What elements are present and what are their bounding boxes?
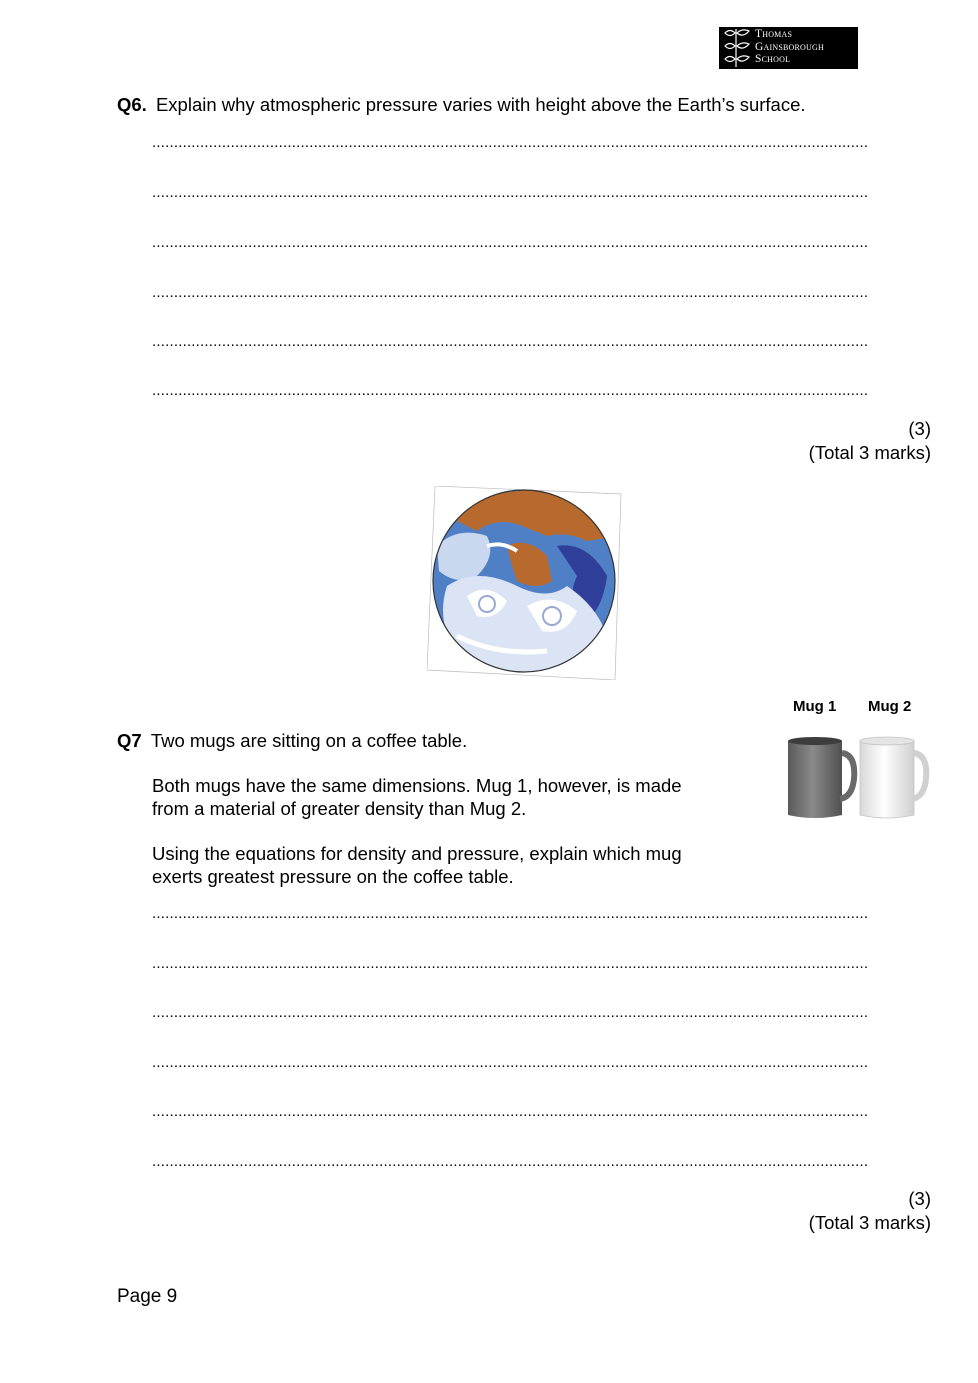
q7-answer-line-1[interactable]: .................................................................................................................................................................... — [152, 905, 869, 922]
q7-answer-line-6[interactable]: .................................................................................................................................................................... — [152, 1153, 869, 1170]
leaf-emblem-icon — [721, 27, 755, 69]
q6-answer-line-6[interactable]: .................................................................................................................................................................... — [152, 382, 869, 399]
question-7-paragraph-1 — [152, 775, 752, 820]
logo-line-3: School — [755, 53, 791, 65]
question-6 — [117, 94, 806, 116]
q7-answer-line-2[interactable]: .................................................................................................................................................................... — [152, 955, 869, 972]
q6-answer-line-4[interactable]: .................................................................................................................................................................... — [152, 284, 869, 301]
q6-marks-value: (3) — [908, 418, 931, 439]
earth-illustration — [427, 486, 623, 680]
school-logo — [719, 27, 858, 69]
q7-marks — [809, 1187, 931, 1235]
mug-1-label: Mug 1 — [793, 698, 837, 715]
q7-answer-line-4[interactable]: .................................................................................................................................................................... — [152, 1054, 869, 1071]
q7-para2-line-1: Using the equations for density and pressure, explain which mug — [152, 843, 682, 864]
logo-line-1: Thomas — [755, 28, 793, 40]
q6-total-marks: (Total 3 marks) — [808, 442, 931, 463]
mug-2 — [860, 737, 926, 818]
q7-para2-line-2: exerts greatest pressure on the coffee table. — [152, 865, 514, 887]
question-7-paragraph-2 — [152, 843, 752, 888]
question-7-number: Q7 — [117, 730, 142, 751]
question-6-text: Explain why atmospheric pressure varies with height above the Earth’s surface. — [155, 94, 806, 115]
mug-1 — [788, 737, 854, 818]
q7-answer-line-3[interactable]: .................................................................................................................................................................... — [152, 1004, 869, 1021]
q6-answer-line-3[interactable]: .................................................................................................................................................................... — [152, 234, 869, 251]
question-7-intro: Two mugs are sitting on a coffee table. — [150, 730, 468, 751]
question-6-number: Q6. — [117, 94, 147, 115]
q6-answer-line-1[interactable]: .................................................................................................................................................................... — [152, 134, 869, 151]
earth-globe-icon — [427, 486, 623, 680]
q7-para1-line-2: from a material of greater density than Mug 2. — [152, 797, 527, 819]
q7-total-marks: (Total 3 marks) — [808, 1212, 931, 1233]
q6-marks — [809, 417, 931, 465]
mug-2-label: Mug 2 — [868, 698, 912, 715]
q7-marks-value: (3) — [908, 1188, 931, 1209]
logo-line-2: Gainsborough — [755, 40, 824, 53]
mugs-illustration — [784, 735, 932, 823]
q6-answer-line-5[interactable]: .................................................................................................................................................................... — [152, 333, 869, 350]
page-number: Page 9 — [117, 1286, 178, 1307]
q7-answer-line-5[interactable]: .................................................................................................................................................................... — [152, 1103, 869, 1120]
logo-text — [755, 28, 824, 66]
q7-para1-line-1: Both mugs have the same dimensions. Mug 1, however, is made — [152, 775, 682, 796]
q6-answer-line-2[interactable]: .................................................................................................................................................................... — [152, 184, 869, 201]
question-7 — [117, 730, 467, 752]
